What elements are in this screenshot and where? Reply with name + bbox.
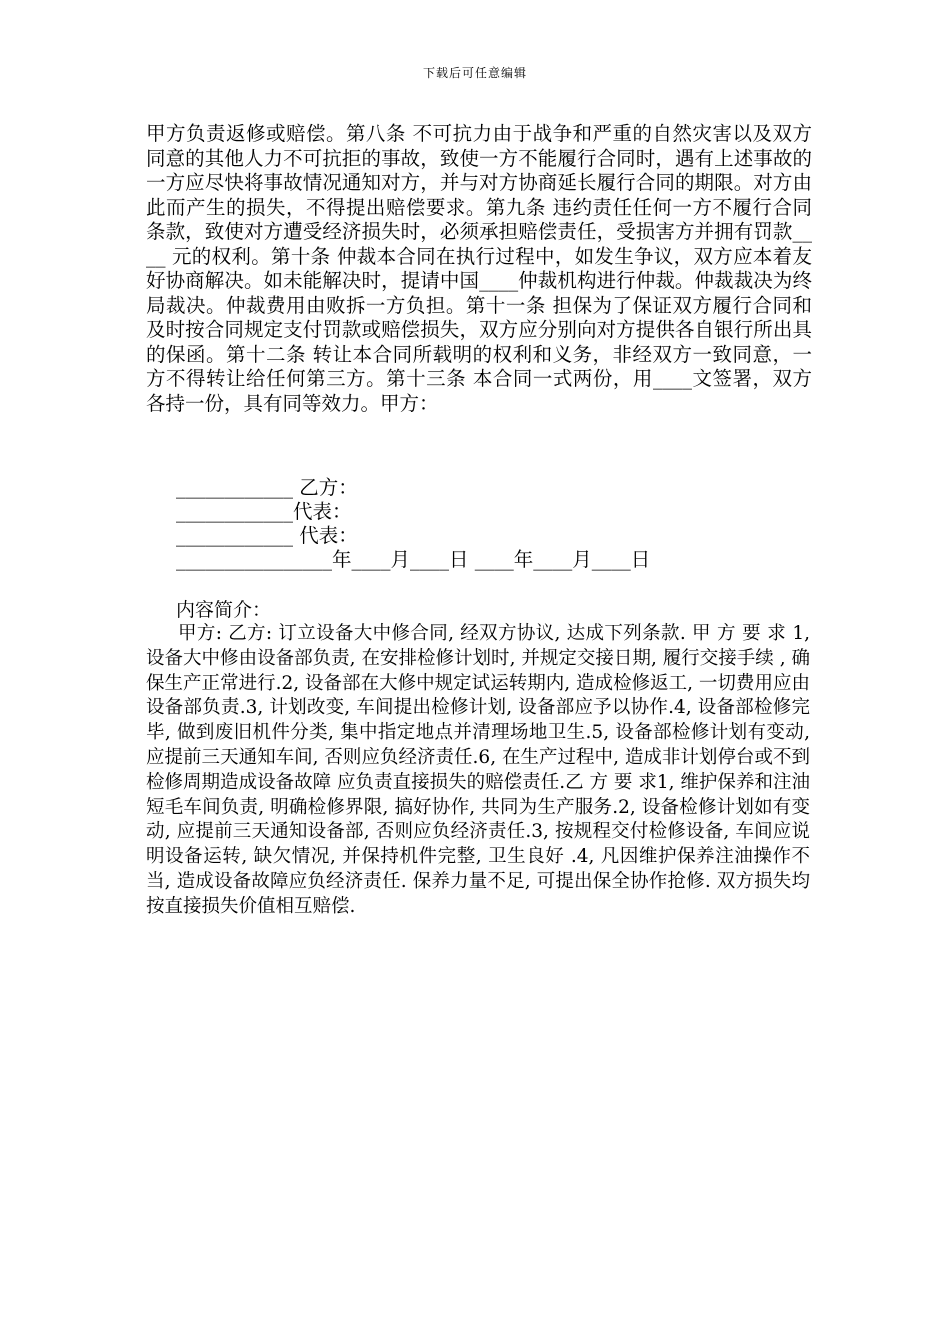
page-header: 下载后可任意编辑: [422, 66, 527, 80]
signature-line-representative-a: ____________代表：: [176, 500, 352, 523]
summary-title: 内容简介：: [176, 599, 272, 621]
signature-line-representative-b: ____________ 代表：: [176, 524, 358, 547]
signature-date-line: ________________年____月____日 ____年____月____日: [176, 548, 651, 571]
summary-paragraph: 甲方: 乙方: 订立设备大中修合同, 经双方协议, 达成下列条款. 甲 方 要 求 1, 设备大中修由设备部负责, 在安排检修计划时, 并规定交接日期, 履行交接手续 , 确保生产正常进行.2, 设备部在大修中规定试运转期内, 造成检修返工, 一切费用应由设备部负责.3, 计划改变, 车间提出检修计划, 设备部应予以协作.4, 设备部检修完毕, 做到废旧机件分类, 集中指定地点并清理场地卫生.5, 设备部检修计划有变动, 应提前三天通知车间, 否则应负经济责任.6, 在生产过程中, 造成非计划停台或不到检修周期造成设备故障 应负责直接损失的赔偿责任.乙 方 要 求1, 维护保养和注油短毛车间负责, 明确检修界限, 搞好协作, 共同为生产服务.2, 设备检修计划如有变动, 应提前三天通知设备部, 否则应负经济责任.3, 按规程交付检修设备, 车间应说明设备运转, 缺欠情况, 并保持机件完整, 卫生良好 .4, 凡因维护保养注油操作不当, 造成设备故障应负经济责任. 保养力量不足, 可提出保全协作抢修. 双方损失均按直接损失价值相互赔偿.: [146, 623, 810, 917]
contract-body-paragraph: 甲方负责返修或赔偿。第八条 不可抗力由于战争和严重的自然灾害以及双方同意的其他人力不可抗拒的事故，致使一方不能履行合同时，遇有上述事故的一方应尽快将事故情况通知对方，并与对方协商延长履行合同的期限。对方由此而产生的损失，不得提出赔偿要求。第九条 违约责任任何一方不履行合同条款，致使对方遭受经济损失时，必须承担赔偿责任，受损害方并拥有罚款____ 元的权利。第十条 仲裁本合同在执行过程中，如发生争议，双方应本着友好协商解决。如未能解决时，提请中国____仲裁机构进行仲裁。仲裁裁决为终局裁决。仲裁费用由败拆一方负担。第十一条 担保为了保证双方履行合同和及时按合同规定支付罚款或赔偿损失，双方应分别向对方提供各自银行所出具的保函。第十二条 转让本合同所载明的权利和义务，非经双方一致同意，一方不得转让给任何第三方。第十三条 本合同一式两份，用____文签署，双方各持一份，具有同等效力。甲方：: [146, 122, 812, 415]
signature-line-party-b: ____________ 乙方：: [176, 476, 358, 499]
